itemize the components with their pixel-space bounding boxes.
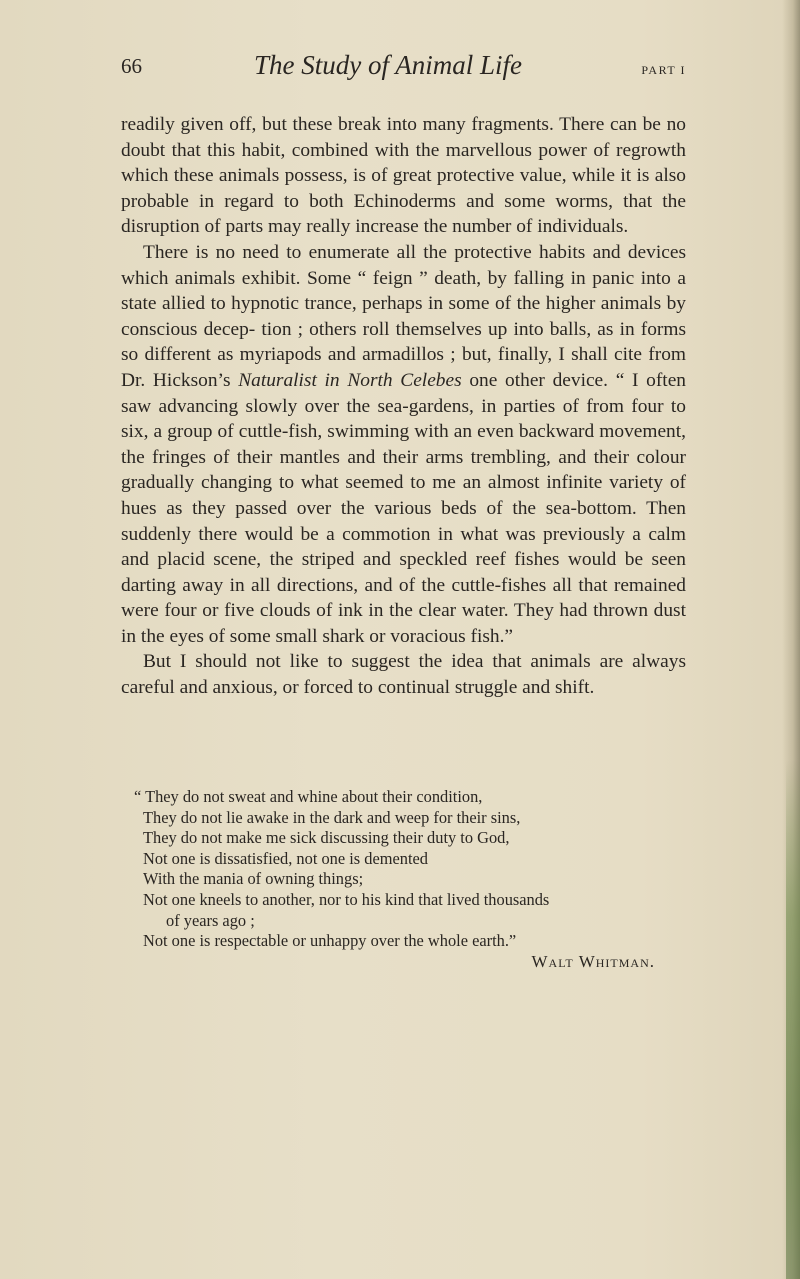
running-title: The Study of Animal Life bbox=[254, 50, 522, 80]
poem-attribution: Walt Whitman. bbox=[531, 951, 655, 971]
book-title-citation: Naturalist in North Celebes bbox=[238, 369, 462, 391]
page-header bbox=[121, 50, 686, 90]
part-label: PART I bbox=[641, 63, 686, 77]
poem-line: Not one is respectable or unhappy over the whole earth.” bbox=[143, 931, 517, 951]
poem-line: Not one is dissatisfied, not one is demented bbox=[143, 848, 428, 868]
poem-line: With the mania of owning things; bbox=[143, 869, 364, 889]
page-number: 66 bbox=[121, 54, 142, 78]
paragraph-2-text-after: one other device. “ I often saw advancing slowly over the sea-gardens, in parties of from four to six, a group of cuttle-fish, swimming with an even backward movement, the fringes of their mantles and their arms trembling, and their colour gradually changing to what seemed to me an almost infinite variety of hues as they passed over the various beds of the sea-bottom. Then suddenly there would be a commotion in what was previously a calm and placid scene, the striped and speckled reef fishes would be seen darting away in all directions, and of the cuttle-fishes all that remained were four or five clouds of ink in the clear water. They had thrown dust in the eyes of some small shark or voracious fish.” bbox=[121, 369, 686, 647]
poem-line: They do not lie awake in the dark and weep for their sins, bbox=[143, 807, 521, 827]
paragraph-2 bbox=[121, 240, 686, 650]
poem-quotation bbox=[134, 787, 695, 972]
page-edge-stain bbox=[786, 760, 800, 1279]
paragraph-3: But I should not like to suggest the idea that animals are always careful and anxious, or forced to continual struggle and shift. bbox=[121, 651, 686, 699]
body-text bbox=[121, 112, 686, 701]
poem-line: of years ago ; bbox=[166, 910, 255, 930]
poem-line: “ They do not sweat and whine about their condition, bbox=[134, 787, 483, 806]
poem-line: They do not make me sick discussing their duty to God, bbox=[143, 828, 510, 848]
poem-line: Not one kneels to another, nor to his kind that lived thousands bbox=[143, 889, 550, 909]
paragraph-1: readily given off, but these break into many fragments. There can be no doubt that this habit, combined with the marvellous power of regrowth which these animals possess, is of great protective value, while it is also probable in regard to both Echinoderms and some worms, that the disruption of parts may really increase the number of individuals. bbox=[121, 114, 686, 238]
paragraph-2-text-before: There is no need to enumerate all the protective habits and devices which animals exhibit. Some “ feign ” death, by falling in panic into a state allied to hypnotic trance, perhaps in some of the higher animals by conscious decep- tion ; others roll themselves up into balls, as in forms so different as myriapods and armadillos ; but, finally, I shall cite from Dr. Hickson’s bbox=[121, 241, 686, 391]
